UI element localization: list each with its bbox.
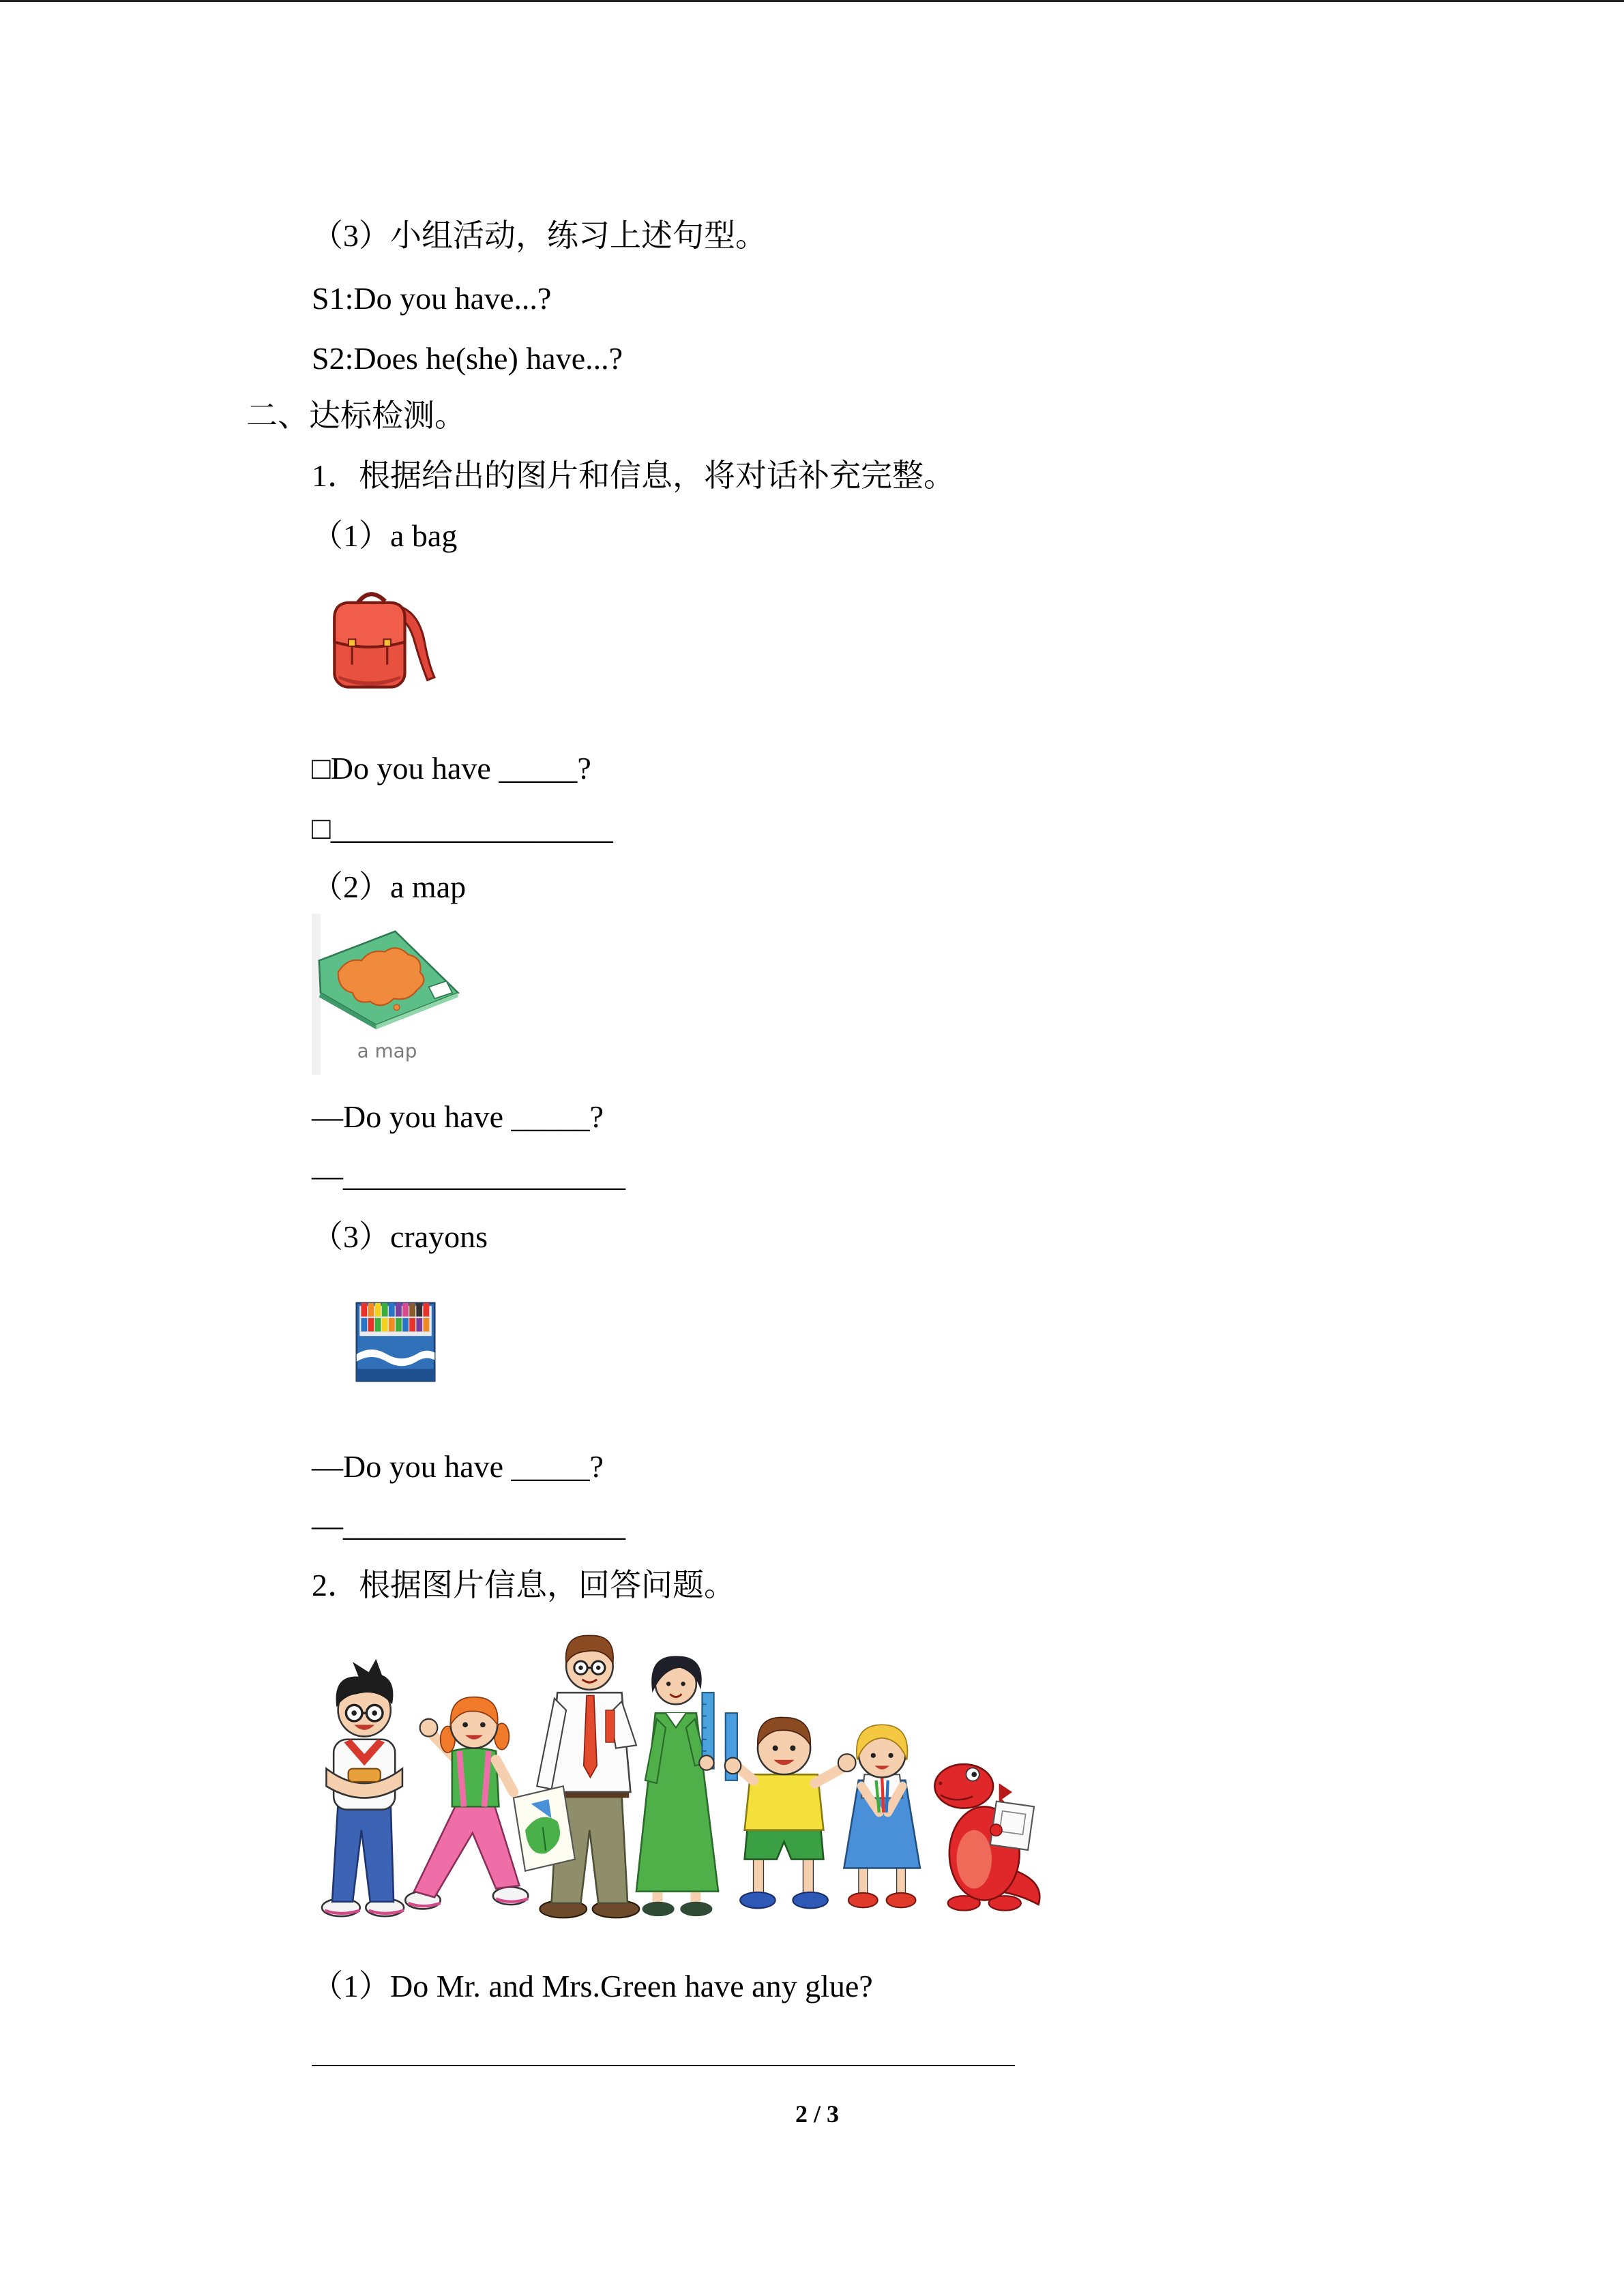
girl-in-blue-legs-shoes (848, 1862, 916, 1907)
activity-step-3: （3）小组活动，练习上述句型。 (312, 218, 767, 253)
girl-in-blue-head (857, 1725, 908, 1777)
task-2-answer-line (312, 2065, 1015, 2066)
dinosaur-paper (990, 1802, 1034, 1850)
girl-in-blue-dress (844, 1725, 919, 1907)
boy-in-yellow-ruler (725, 1713, 741, 1780)
item-2-label: （2）a map (312, 869, 467, 904)
dinosaur-head (934, 1764, 993, 1808)
item-3-label: （3）crayons (312, 1219, 488, 1254)
man-head (566, 1635, 613, 1689)
page-top-edge (0, 0, 1624, 2)
item-1-label: （1）a bag (312, 518, 458, 553)
man-drawing-paper (514, 1786, 575, 1870)
map-illustration (312, 914, 461, 1075)
man-with-tie (514, 1635, 639, 1918)
red-dinosaur (934, 1764, 1039, 1910)
section-2-heading: 二、达标检测。 (246, 398, 466, 433)
boy-with-glasses-jeans (332, 1804, 394, 1902)
boy-in-yellow (725, 1713, 856, 1908)
woman-head (651, 1656, 702, 1704)
girl-in-pink-head (441, 1697, 510, 1753)
task-1-instruction: 1．根据给出的图片和信息，将对话补充完整。 (312, 458, 955, 493)
woman-ruler (699, 1693, 713, 1770)
pattern-s2: S2:Does he(she) have...? (312, 341, 623, 376)
man-shirt (537, 1693, 636, 1792)
map-caption: a map (357, 1039, 417, 1062)
woman-in-green-dress (636, 1656, 718, 1916)
task-2-instruction: 2．根据图片信息，回答问题。 (312, 1568, 735, 1602)
characters-group-illustration (312, 1622, 1043, 1922)
task-2-question-1: （1）Do Mr. and Mrs.Green have any glue? (312, 1969, 873, 2003)
pattern-s1: S1:Do you have...? (312, 281, 552, 316)
boy-in-yellow-shorts (745, 1827, 824, 1859)
map-image-shade (312, 914, 321, 1075)
boy-with-glasses-head (336, 1659, 394, 1737)
backpack-flap (334, 603, 404, 647)
item-2-answer-blank: —__________________ (312, 1158, 625, 1193)
item-1-question: □Do you have _____? (312, 751, 591, 786)
item-2-question: —Do you have _____? (312, 1099, 604, 1134)
item-3-question: —Do you have _____? (312, 1449, 604, 1484)
backpack-illustration (325, 586, 439, 696)
girl-in-pink (405, 1697, 528, 1909)
boy-in-yellow-head (758, 1717, 810, 1774)
girl-in-pink-pants (414, 1801, 519, 1898)
page-number: 2 / 3 (795, 2100, 839, 2128)
crayon-box-illustration (353, 1297, 438, 1387)
item-3-answer-blank: —__________________ (312, 1508, 625, 1542)
item-1-answer-blank: □__________________ (312, 811, 613, 846)
boy-with-glasses (322, 1659, 404, 1916)
girl-in-pink-top (452, 1748, 514, 1807)
